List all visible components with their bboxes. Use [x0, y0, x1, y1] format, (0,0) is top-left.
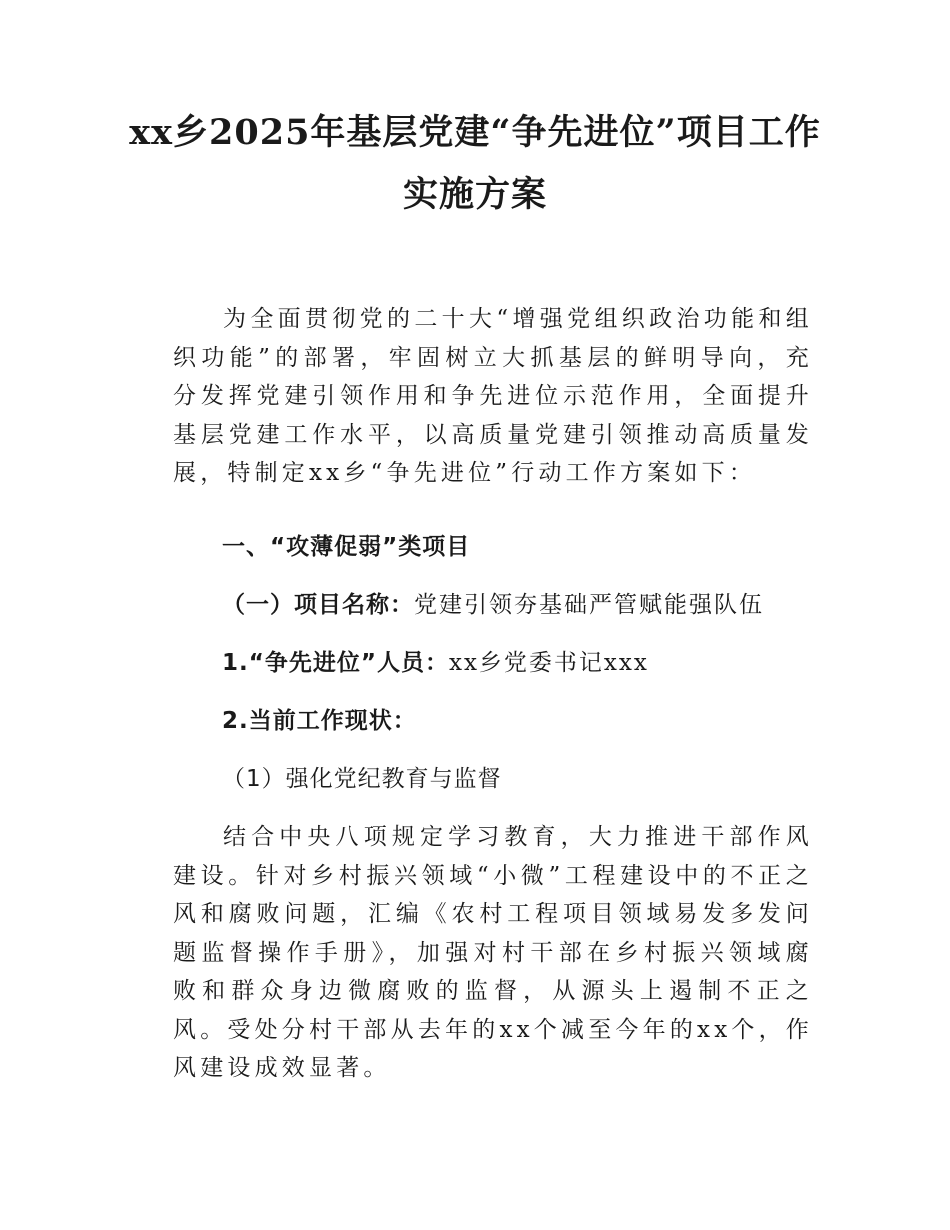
- intro-paragraph: 为全面贯彻党的二十大“增强党组织政治功能和组织功能”的部署，牢固树立大抓基层的鲜明导向，充分发挥党建引领作用和争先进位示范作用，全面提升基层党建工作水平，以高质量党建引领推动高质量发展，特制定xx乡“争先进位”行动工作方案如下：: [173, 306, 813, 486]
- subsection-1-row: [222, 588, 862, 622]
- item-1-value: xx乡党委书记xxx: [448, 650, 649, 676]
- intro-paragraph-block: [173, 300, 813, 493]
- subsection-1-value: 党建引领夯基础严管赋能强队伍: [414, 592, 764, 618]
- sub-item-1-heading: （1）强化党纪教育与监督: [222, 766, 502, 792]
- item-2-heading: 2.当前工作现状：: [222, 708, 417, 734]
- document-title-line-2: 实施方案: [402, 174, 547, 215]
- body-paragraph: 结合中央八项规定学习教育，大力推进干部作风建设。针对乡村振兴领域“小微”工程建设中的不正之风和腐败问题，汇编《农村工程项目领域易发多发问题监督操作手册》，加强对村干部在乡村振兴领域腐败和群众身边微腐败的监督，从源头上遏制不正之风。受处分村干部从去年的xx个减至今年的xx个，作风建设成效显著。: [173, 824, 813, 1081]
- document-title-line-1: xx乡2025年基层党建“争先进位”项目工作: [129, 112, 821, 153]
- subsection-1-label: （一）项目名称：: [222, 592, 414, 618]
- section-1-heading: 一、“攻薄促弱”类项目: [222, 534, 471, 560]
- item-1-label: 1.“争先进位”人员：: [222, 650, 449, 676]
- body-paragraph-block: [173, 818, 813, 1088]
- item-1-row: [222, 646, 862, 680]
